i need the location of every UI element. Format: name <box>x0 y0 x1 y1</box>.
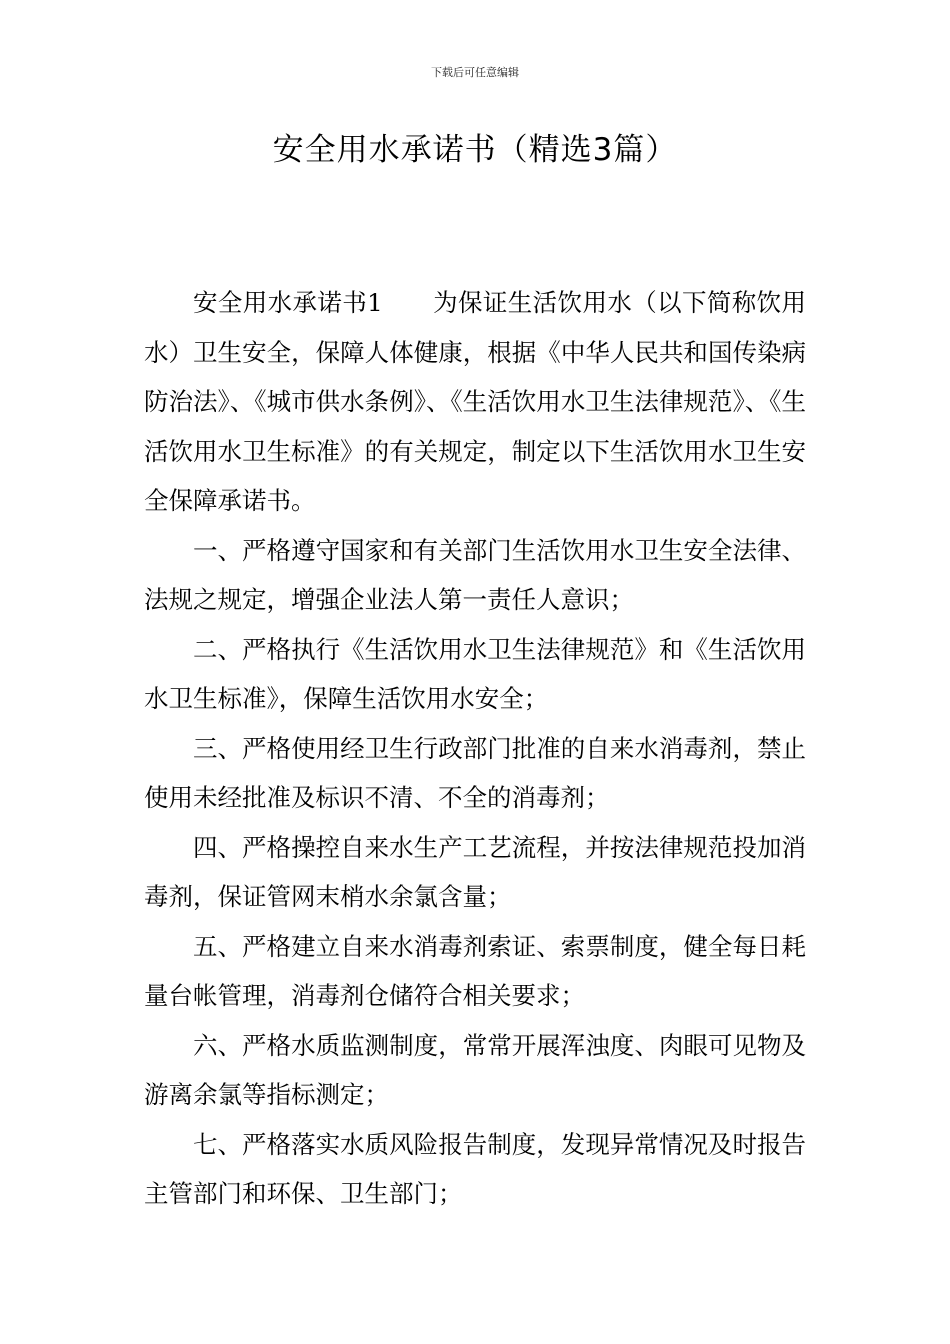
document-body <box>144 278 806 1219</box>
header-note: 下载后可任意编辑 <box>431 66 519 79</box>
section-heading: 安全用水承诺书1 <box>193 288 383 317</box>
list-item: 四、严格操控自来水生产工艺流程，并按法律规范投加消毒剂，保证管网末梢水余氯含量； <box>144 832 806 911</box>
intro-text: 为保证生活饮用水（以下简称饮用水）卫生安全，保障人体健康，根据《中华人民共和国传染病防治法》、《城市供水条例》、《生活饮用水卫生法律规范》、《生活饮用水卫生标准》的有关规定，制定以下生活饮用水卫生安全保障承诺书。 <box>144 288 806 515</box>
list-item: 五、严格建立自来水消毒剂索证、索票制度，健全每日耗量台帐管理，消毒剂仓储符合相关要求； <box>144 931 806 1010</box>
list-item: 一、严格遵守国家和有关部门生活饮用水卫生安全法律、法规之规定，增强企业法人第一责任人意识； <box>144 535 806 614</box>
list-item: 三、严格使用经卫生行政部门批准的自来水消毒剂，禁止使用未经批准及标识不清、不全的消毒剂； <box>144 733 806 812</box>
list-item: 六、严格水质监测制度，常常开展浑浊度、肉眼可见物及游离余氯等指标测定； <box>144 1030 806 1109</box>
document-title: 安全用水承诺书（精选3篇） <box>272 132 678 168</box>
list-item: 七、严格落实水质风险报告制度，发现异常情况及时报告主管部门和环保、卫生部门； <box>144 1129 806 1208</box>
list-item: 二、严格执行《生活饮用水卫生法律规范》和《生活饮用水卫生标准》，保障生活饮用水安全； <box>144 634 806 713</box>
intro-paragraph <box>144 278 806 526</box>
